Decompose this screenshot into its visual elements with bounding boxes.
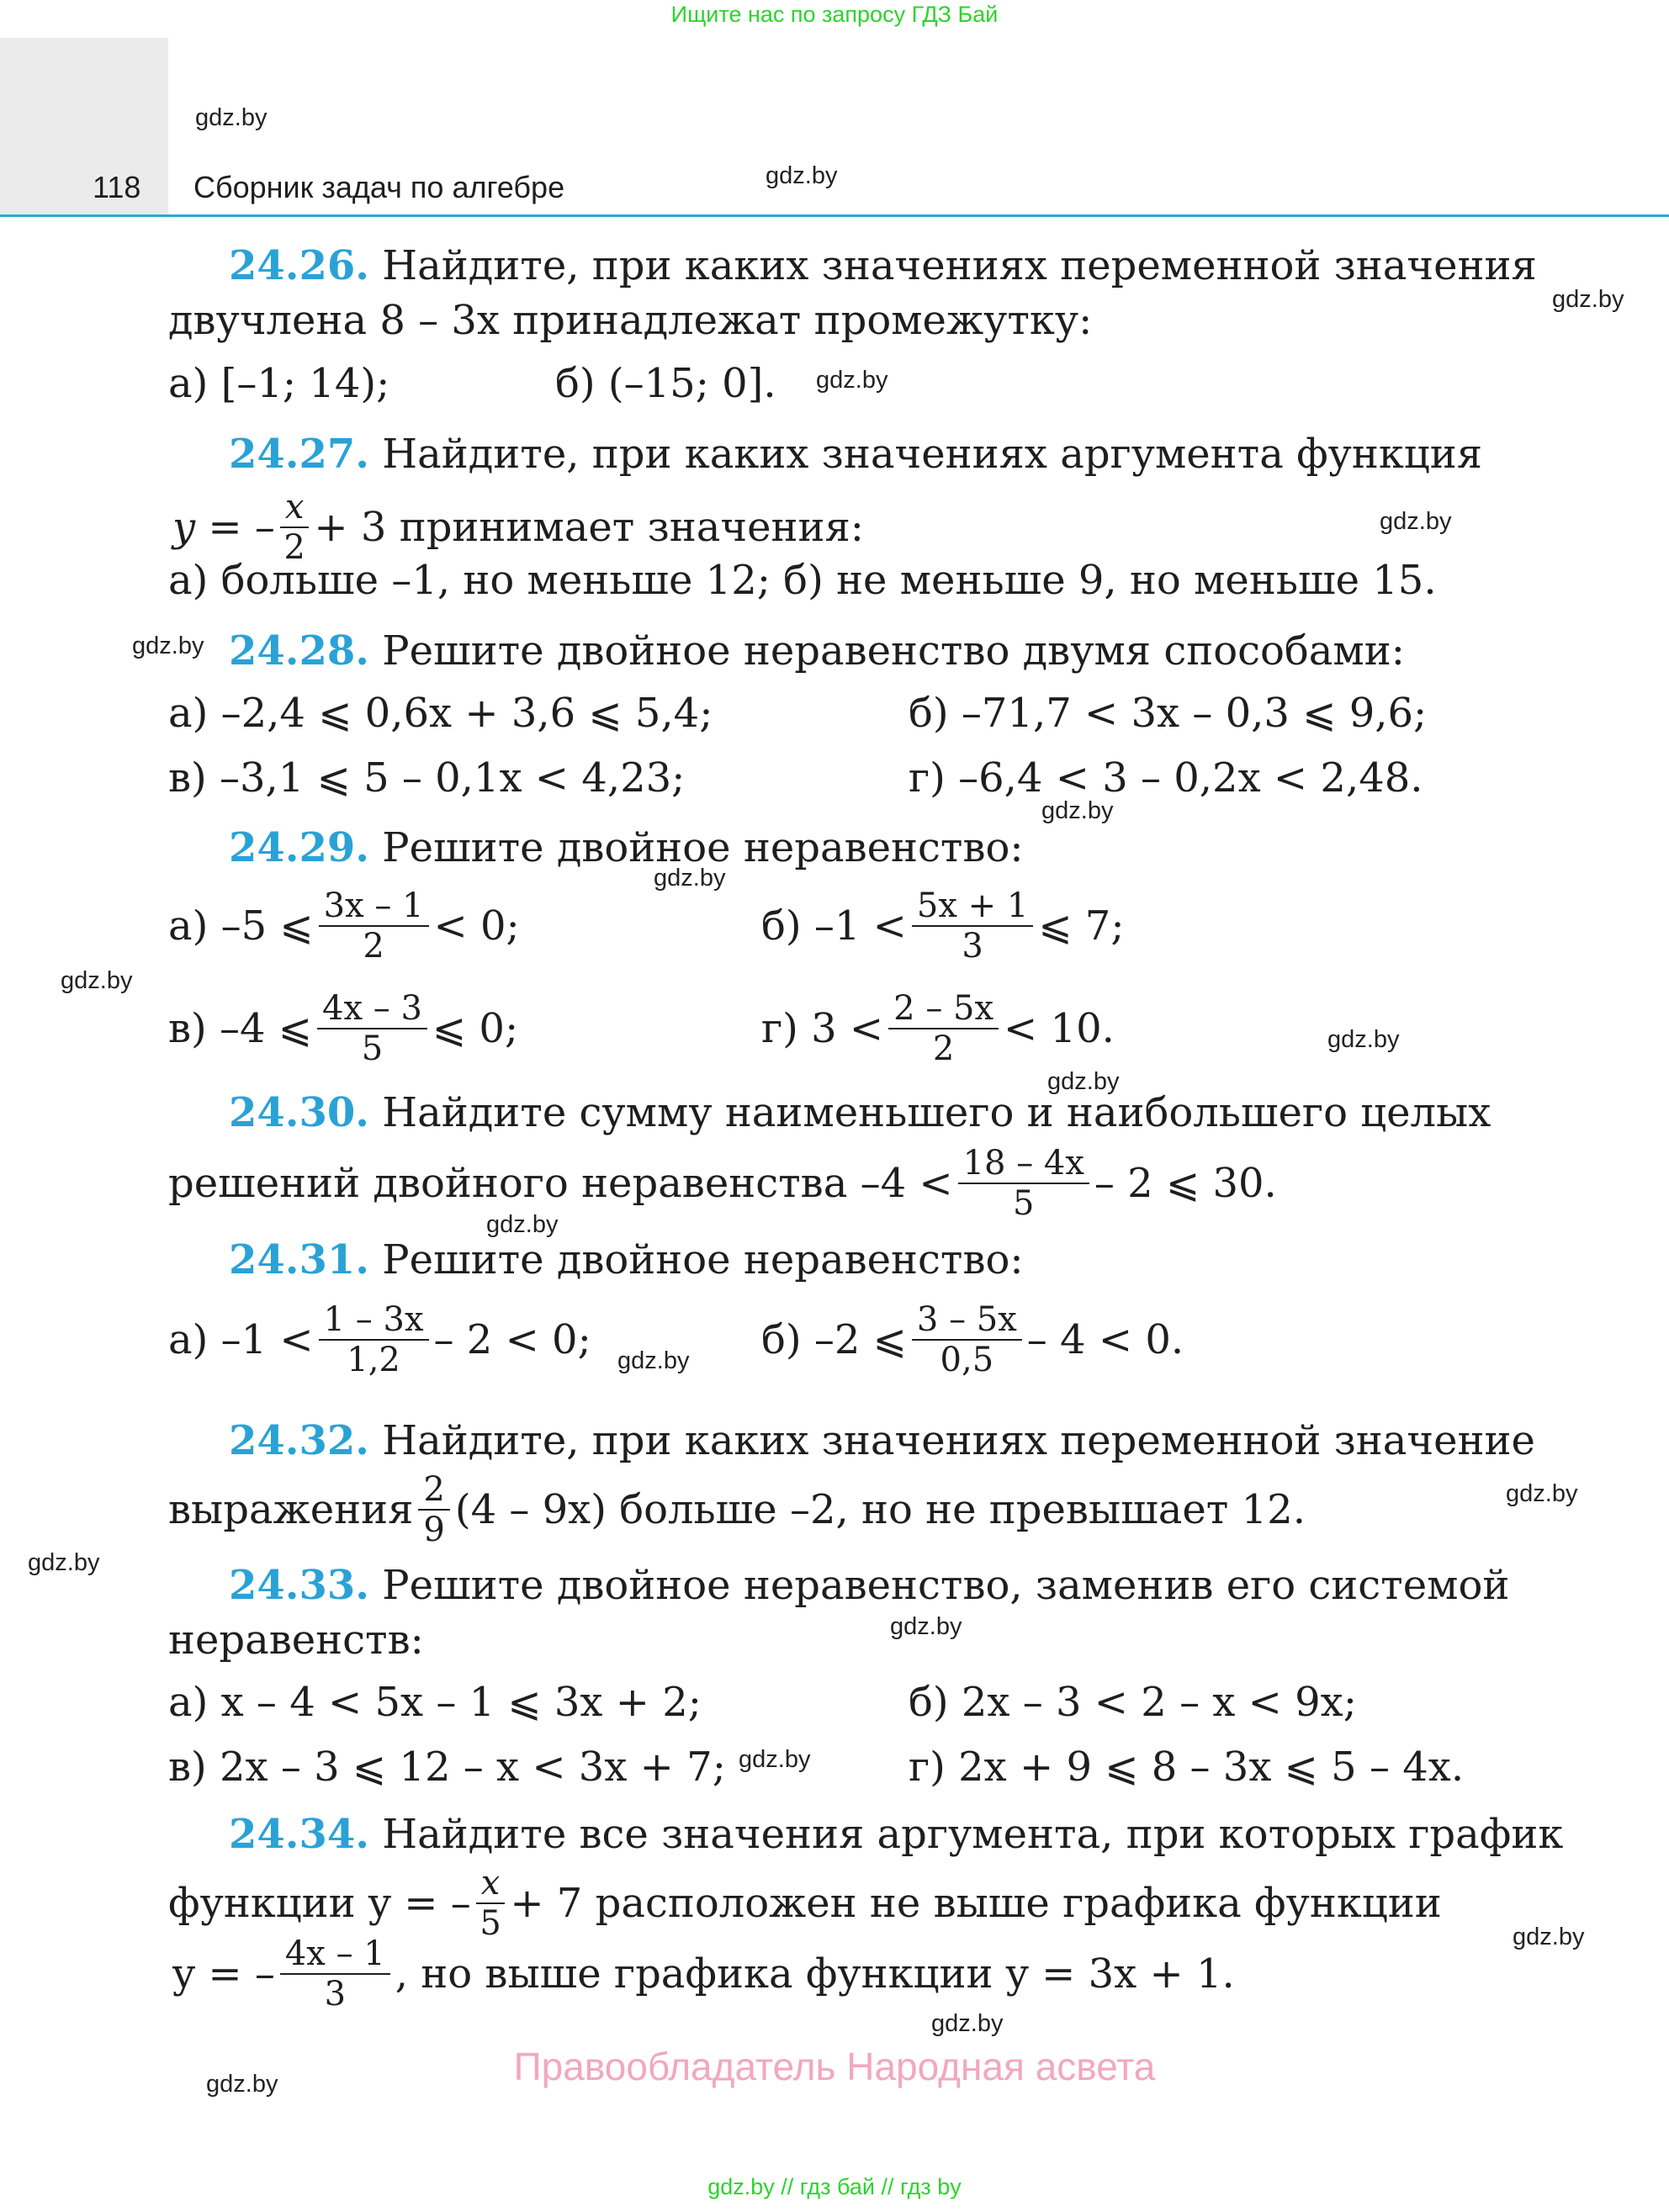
formula-suffix: , но выше графика функции y = 3x + 1. [395, 1950, 1235, 1998]
option-b [761, 1300, 1184, 1379]
option-c: в) 2x – 3 ⩽ 12 – x < 3x + 7; [168, 1744, 726, 1791]
option-b [761, 886, 1125, 966]
footer-links[interactable]: gdz.by // гдз бай // гдз by [707, 2174, 962, 2199]
option-prefix: б) –2 ⩽ [761, 1316, 907, 1363]
fraction [319, 1300, 429, 1379]
problem-24-32-line1 [229, 1417, 1535, 1464]
problem-24-31-title [229, 1236, 1024, 1283]
fraction [476, 1864, 506, 1943]
fraction [319, 886, 429, 966]
problem-24-32-line2 [168, 1470, 1306, 1549]
problem-24-29-title [229, 824, 1024, 871]
fraction [317, 989, 427, 1068]
problem-24-34-line2 [168, 1864, 1442, 1943]
formula-lhs: y = – [172, 504, 275, 551]
header-gray-block [0, 38, 168, 214]
fraction-numerator: 3x – 1 [319, 886, 429, 927]
watermark: gdz.by [816, 367, 888, 394]
running-title: Сборник задач по алгебре [193, 170, 565, 204]
problem-number: 24.30. [229, 1089, 370, 1136]
option-prefix: б) –1 < [761, 902, 907, 950]
problem-24-26-line2: двучлена 8 – 3x принадлежат промежутку: [168, 297, 1093, 344]
fraction-denominator: 5 [1013, 1184, 1035, 1223]
formula-prefix: решений двойного неравенства –4 < [168, 1160, 953, 1207]
problem-text: Найдите, при каких значениях переменной значения [382, 242, 1537, 289]
fraction-numerator: 1 – 3x [319, 1300, 429, 1341]
option-b: б) (–15; 0]. [555, 360, 776, 407]
fraction-denominator: 5 [480, 1904, 501, 1943]
formula-suffix: + 7 расположен не выше графика функции [510, 1880, 1442, 1927]
fraction-denominator: 5 [361, 1029, 384, 1068]
option-prefix: г) 3 < [761, 1005, 884, 1052]
fraction-denominator: 1,2 [347, 1341, 400, 1379]
problem-text: Решите двойное неравенство: [382, 1236, 1024, 1283]
problem-24-30-line1 [229, 1089, 1491, 1136]
watermark: gdz.by [931, 2010, 1004, 2037]
fraction-numerator: x [476, 1864, 506, 1904]
problem-number: 24.32. [229, 1417, 370, 1464]
fraction [280, 1934, 390, 2014]
fraction [912, 1300, 1022, 1379]
page-number: 118 [93, 170, 141, 204]
option-a [168, 1300, 591, 1379]
problem-number: 24.31. [229, 1236, 370, 1283]
problem-text: Решите двойное неравенство двумя способами: [382, 627, 1405, 675]
problem-text: Найдите, при каких значениях аргумента функция [382, 431, 1483, 478]
fraction-numerator: x [280, 488, 310, 528]
watermark: gdz.by [1041, 797, 1114, 824]
fraction-denominator: 2 [932, 1029, 955, 1068]
problem-24-34-line3 [172, 1934, 1235, 2014]
fraction-denominator: 9 [423, 1511, 445, 1549]
fraction [912, 886, 1033, 966]
fraction [418, 1470, 449, 1549]
problem-number: 24.28. [229, 627, 370, 675]
problem-text: Найдите сумму наименьшего и наибольшего целых [382, 1089, 1492, 1136]
problem-number: 24.34. [229, 1811, 370, 1858]
fraction-denominator: 2 [283, 528, 305, 567]
problem-24-27-line1 [229, 431, 1482, 478]
formula-rhs: + 3 принимает значения: [314, 504, 864, 551]
fraction-numerator: 3 – 5x [912, 1300, 1022, 1341]
option-d: г) 2x + 9 ⩽ 8 – 3x ⩽ 5 – 4x. [909, 1744, 1465, 1791]
option-d: г) –6,4 < 3 – 0,2x < 2,48. [909, 754, 1423, 802]
fraction-numerator: 4x – 3 [317, 989, 427, 1029]
problem-24-30-line2 [168, 1144, 1277, 1223]
problem-text: Найдите, при каких значениях переменной значение [382, 1417, 1535, 1464]
option-suffix: < 10. [1004, 1005, 1115, 1052]
problem-text: Решите двойное неравенство: [382, 824, 1024, 871]
problem-text: Решите двойное неравенство, заменив его системой [382, 1562, 1510, 1609]
formula-suffix: (4 – 9x) больше –2, но не превышает 12. [454, 1486, 1306, 1533]
option-suffix: ⩽ 7; [1038, 902, 1125, 950]
watermark: gdz.by [206, 2071, 278, 2098]
watermark: gdz.by [1380, 508, 1452, 535]
fraction [280, 488, 310, 567]
problem-24-28-title [229, 627, 1405, 675]
option-a [168, 886, 520, 966]
formula-prefix: y = – [172, 1950, 275, 1998]
problem-24-27-formula [172, 488, 864, 567]
problem-number: 24.33. [229, 1562, 370, 1609]
header-rule [0, 214, 1669, 217]
watermark: gdz.by [1552, 286, 1624, 313]
fraction-denominator: 2 [363, 927, 384, 966]
problem-24-27-options: а) больше –1, но меньше 12; б) не меньше 9, но меньше 15. [168, 557, 1437, 604]
fraction [958, 1144, 1089, 1223]
option-suffix: – 4 < 0. [1026, 1316, 1184, 1363]
watermark: gdz.by [739, 1746, 811, 1773]
fraction [888, 989, 999, 1068]
problem-24-33-line1 [229, 1562, 1509, 1609]
watermark: gdz.by [1327, 1026, 1400, 1053]
problem-number: 24.27. [229, 431, 370, 478]
watermark: gdz.by [28, 1549, 100, 1576]
option-suffix: – 2 < 0; [433, 1316, 591, 1363]
watermark: gdz.by [486, 1211, 559, 1238]
fraction-numerator: 2 – 5x [888, 989, 999, 1029]
option-a: а) [–1; 14); [168, 360, 390, 407]
watermark: gdz.by [61, 967, 133, 994]
problem-24-26-line1 [229, 242, 1537, 289]
option-b: б) 2x – 3 < 2 – x < 9x; [909, 1679, 1357, 1726]
watermark: gdz.by [1513, 1924, 1585, 1950]
option-prefix: а) –1 < [168, 1316, 314, 1363]
option-a: а) x – 4 < 5x – 1 ⩽ 3x + 2; [168, 1679, 702, 1726]
option-suffix: < 0; [433, 902, 520, 950]
option-prefix: в) –4 ⩽ [168, 1005, 313, 1052]
formula-prefix: выражения [168, 1486, 414, 1533]
watermark: gdz.by [132, 632, 204, 659]
problem-24-34-line1 [229, 1811, 1563, 1858]
option-suffix: ⩽ 0; [432, 1005, 519, 1052]
option-a: а) –2,4 ⩽ 0,6x + 3,6 ⩽ 5,4; [168, 690, 713, 737]
option-d [761, 989, 1115, 1068]
watermark: gdz.by [617, 1347, 690, 1374]
formula-prefix: функции y = – [168, 1880, 471, 1927]
watermark: gdz.by [654, 865, 726, 892]
fraction-denominator: 3 [324, 1975, 347, 2014]
fraction-denominator: 3 [962, 927, 983, 966]
problem-number: 24.29. [229, 824, 370, 871]
fraction-numerator: 2 [418, 1470, 449, 1511]
fraction-denominator: 0,5 [940, 1341, 994, 1379]
option-b: б) –71,7 < 3x – 0,3 ⩽ 9,6; [909, 690, 1428, 737]
watermark: gdz.by [1506, 1480, 1578, 1507]
watermark: gdz.by [766, 162, 838, 189]
problem-24-33-line2: неравенств: [168, 1617, 424, 1664]
option-c: в) –3,1 ⩽ 5 – 0,1x < 4,23; [168, 754, 686, 802]
fraction-numerator: 18 – 4x [958, 1144, 1089, 1184]
formula-suffix: – 2 ⩽ 30. [1094, 1160, 1277, 1207]
fraction-numerator: 5x + 1 [912, 886, 1033, 927]
problem-text: Найдите все значения аргумента, при которых график [382, 1811, 1564, 1858]
problem-number: 24.26. [229, 242, 370, 289]
fraction-numerator: 4x – 1 [280, 1934, 390, 1975]
option-c [168, 989, 518, 1068]
watermark: gdz.by [195, 104, 268, 131]
top-banner[interactable]: Ищите нас по запросу ГДЗ Бай [670, 2, 999, 27]
option-prefix: а) –5 ⩽ [168, 902, 314, 950]
watermark: gdz.by [1047, 1068, 1120, 1095]
watermark: gdz.by [890, 1613, 962, 1640]
copyright-notice: Правообладатель Народная асвета [513, 2045, 1156, 2088]
